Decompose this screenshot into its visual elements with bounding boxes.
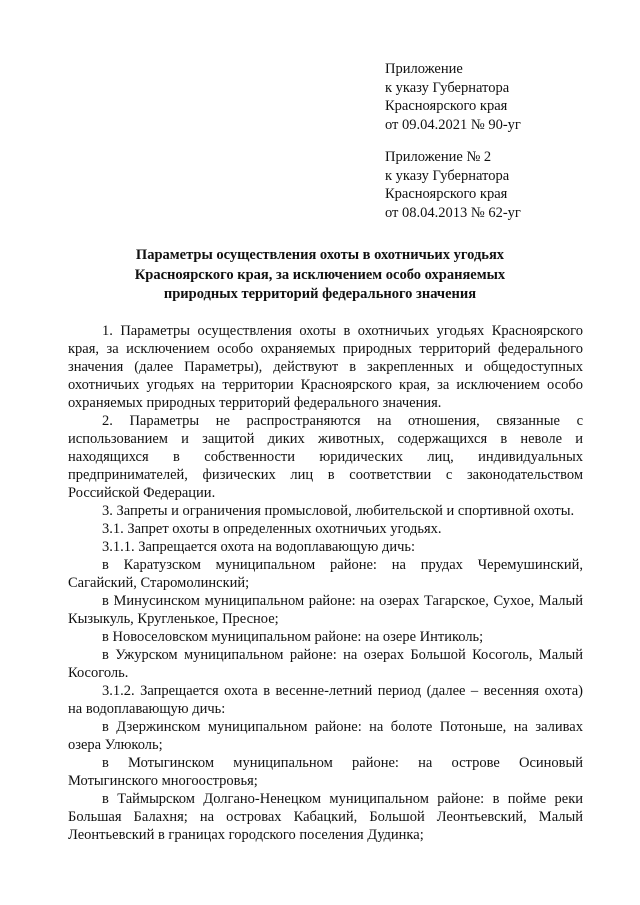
list-item-taimyr: в Таймырском Долгано-Ненецком муниципальном районе: в пойме реки Большая Балахня; на островах Кабацкий, Большой Леонтьевский, Малый Леонтьевский в границах городского поселения Дудинка; <box>68 791 583 843</box>
appendix-2-line-4: от 08.04.2013 № 62-уг <box>385 204 521 221</box>
appendix-1-line-3: Красноярского края <box>385 98 508 114</box>
list-item-karatuz: в Каратузском муниципальном районе: на прудах Черемушинский, Сагайский, Старомолинский; <box>68 557 583 591</box>
appendix-2-line-2: к указу Губернатора <box>385 167 510 184</box>
title-line-3: природных территорий федерального значения <box>163 286 477 302</box>
paragraph-3: 3. Запреты и ограничения промысловой, любительской и спортивной охоты. <box>102 503 575 519</box>
list-item-uzhur: в Ужурском муниципальном районе: на озерах Большой Косоголь, Малый Косоголь. <box>68 647 583 681</box>
appendix-1-line-1: Приложение <box>385 61 463 77</box>
list-item-dzerzhinsk: в Дзержинском муниципальном районе: на болоте Потоньше, на заливах озера Улюколь; <box>68 719 583 753</box>
document-title <box>60 246 580 305</box>
appendix-2-line-1: Приложение № 2 <box>385 149 492 165</box>
appendix-1-line-4: от 09.04.2021 № 90-уг <box>385 116 521 133</box>
title-line-2: Красноярского края, за исключением особо охраняемых <box>134 266 506 283</box>
paragraph-2: 2. Параметры не распространяются на отношения, связанные с использованием и защитой диких животных, содержащихся в неволе и находящихся в собственности юридических лиц, индивидуальных предпринимателей, физических лиц в соответствии с законодательством Российской Федерации. <box>68 413 583 501</box>
list-item-motygino: в Мотыгинском муниципальном районе: на острове Осиновый Мотыгинского многоостровья; <box>68 755 583 789</box>
appendix-2-line-3: Красноярского края <box>385 186 508 202</box>
paragraph-1: 1. Параметры осуществления охоты в охотничьих угодьях Красноярского края, за исключением особо охраняемых природных территорий федерального значения (далее Параметры), действуют в закрепленных и общедоступных охотничьих угодьях на территории Красноярского края, за исключением особо охраняемых природных территорий федерального значения. <box>68 323 583 411</box>
paragraph-3-1-1: 3.1.1. Запрещается охота на водоплавающую дичь: <box>102 539 416 555</box>
appendix-note-2 <box>385 148 521 222</box>
paragraph-3-1-2: 3.1.2. Запрещается охота в весенне-летний период (далее – весенняя охота) на водоплавающую дичь: <box>68 683 583 717</box>
appendix-1-line-2: к указу Губернатора <box>385 79 510 96</box>
title-line-1: Параметры осуществления охоты в охотничьих угодьях <box>135 247 505 263</box>
document-body <box>68 322 583 844</box>
list-item-minusinsk: в Минусинском муниципальном районе: на озерах Тагарское, Сухое, Малый Кызыкуль, Кругленькое, Пресное; <box>68 593 583 627</box>
paragraph-3-1: 3.1. Запрет охоты в определенных охотничьих угодьях. <box>102 521 442 537</box>
list-item-novoselovo: в Новоселовском муниципальном районе: на озере Интиколь; <box>102 629 484 645</box>
appendix-note-1 <box>385 60 521 134</box>
